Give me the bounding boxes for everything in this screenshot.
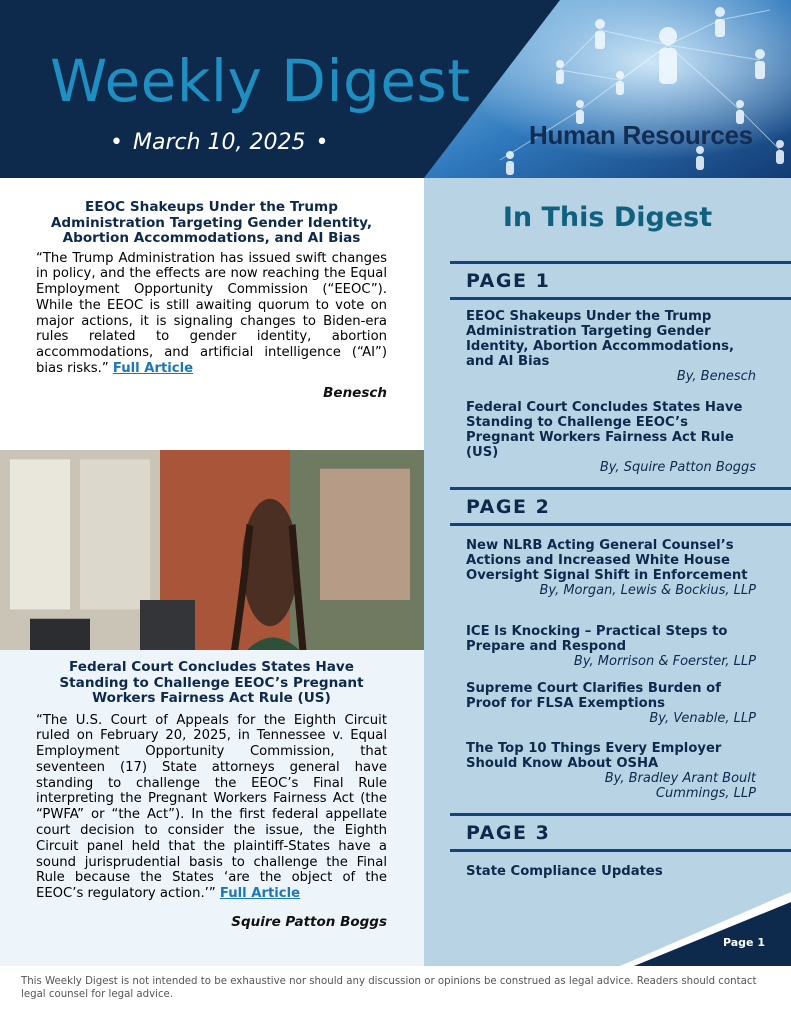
page-2-label: PAGE 2 xyxy=(466,496,551,518)
article-1-full-article-link[interactable]: Full Article xyxy=(112,361,194,377)
toc-item-byline: By, Morgan, Lewis & Bockius, LLP xyxy=(539,583,756,598)
page-2-header xyxy=(450,487,791,526)
page-number: Page 1 xyxy=(722,936,765,949)
page-1-label: PAGE 1 xyxy=(466,270,551,292)
toc-item-title: The Top 10 Things Every Employer Should Know About OSHA xyxy=(466,741,722,771)
toc-item[interactable] xyxy=(466,864,756,879)
digest-date-line xyxy=(100,130,338,155)
footer xyxy=(0,966,791,1024)
article-2-excerpt: “The U.S. Court of Appeals for the Eighth Circuit ruled on February 20, 2025, in Tennessee v. Equal Employment Opportunity Commission, that seventeen (17) State attorneys general have standing to challenge the EEOC’s Final Rule interpreting the Pregnant Workers Fairness Act (the “PWFA” or “the Act”). In the first federal appellate court decision to consider the issue, the Eighth Circuit panel held that the plaintiff-States have a sound jurisprudential basis to challenge the Final Rule because the States ‘are the object of the EEOC’s regulatory action.’” xyxy=(36,712,387,902)
article-2 xyxy=(36,660,387,930)
digest-date: March 10, 2025 xyxy=(132,130,306,155)
toc-item[interactable] xyxy=(466,538,756,598)
article-1-excerpt: “The Trump Administration has issued swift changes in policy, and the effects are now reaching the Equal Employment Opportunity Commission (“EEOC”). While the EEOC is still awaiting quorum to vote on major actions, it is signaling changes to Biden-era rules related to gender identity, abortion accommodations, and artificial intelligence (“AI”) bias risks.” xyxy=(36,250,387,377)
article-2-panel xyxy=(0,650,424,966)
toc-item-byline: By, Venable, LLP xyxy=(649,711,756,726)
page-3-header xyxy=(450,813,791,852)
article-2-body xyxy=(36,713,387,903)
toc-item[interactable] xyxy=(466,400,756,475)
toc-item-byline: By, Squire Patton Boggs xyxy=(599,460,756,475)
toc-item-byline: By, Benesch xyxy=(676,369,756,384)
header-banner xyxy=(0,0,791,178)
toc-item-title: EEOC Shakeups Under the Trump Administration Targeting Gender Identity, Abortion Accommodations, and AI Bias xyxy=(466,309,734,369)
legal-disclaimer: This Weekly Digest is not intended to be exhaustive nor should any discussion or opinions be construed as legal advice. Readers should contact legal counsel for legal advice. xyxy=(21,976,757,1000)
toc-item-title: State Compliance Updates xyxy=(466,864,663,879)
article-2-full-article-link[interactable]: Full Article xyxy=(219,886,301,902)
page-3-label: PAGE 3 xyxy=(466,822,551,844)
toc-item[interactable] xyxy=(466,741,756,801)
toc-item-byline: By, Bradley Arant Boult Cummings, LLP xyxy=(604,771,756,801)
digest-title: Weekly Digest xyxy=(50,47,471,115)
article-1-title: EEOC Shakeups Under the Trump Administration Targeting Gender Identity, Abortion Accommodations, and AI Bias xyxy=(50,199,373,246)
page-1-header xyxy=(450,261,791,300)
toc-item[interactable] xyxy=(466,681,756,726)
category-label: Human Resources xyxy=(529,120,753,150)
toc-item[interactable] xyxy=(466,624,756,669)
toc-item-byline: By, Morrison & Foerster, LLP xyxy=(573,654,756,669)
article-2-source: Squire Patton Boggs xyxy=(231,914,387,931)
toc-item-title: New NLRB Acting General Counsel’s Actions and Increased White House Oversight Signal Shift in Enforcement xyxy=(466,538,748,583)
date-bullet-right: • xyxy=(315,130,329,155)
articles-column xyxy=(0,178,424,966)
table-of-contents-sidebar xyxy=(424,178,791,966)
toc-item-title: Federal Court Concludes States Have Standing to Challenge EEOC’s Pregnant Workers Fairness Act Rule (US) xyxy=(466,400,743,460)
article-1-source: Benesch xyxy=(323,384,387,401)
date-bullet-left: • xyxy=(110,130,123,155)
toc-item-title: Supreme Court Clarifies Burden of Proof for FLSA Exemptions xyxy=(466,681,721,711)
article-1-body xyxy=(36,251,387,377)
article-2-title: Federal Court Concludes States Have Standing to Challenge EEOC’s Pregnant Workers Fairness Act Rule (US) xyxy=(59,659,364,706)
in-this-digest-heading: In This Digest xyxy=(502,202,713,233)
toc-item-title: ICE Is Knocking – Practical Steps to Prepare and Respond xyxy=(466,624,728,654)
toc-item[interactable] xyxy=(466,309,756,384)
article-1 xyxy=(36,200,387,401)
